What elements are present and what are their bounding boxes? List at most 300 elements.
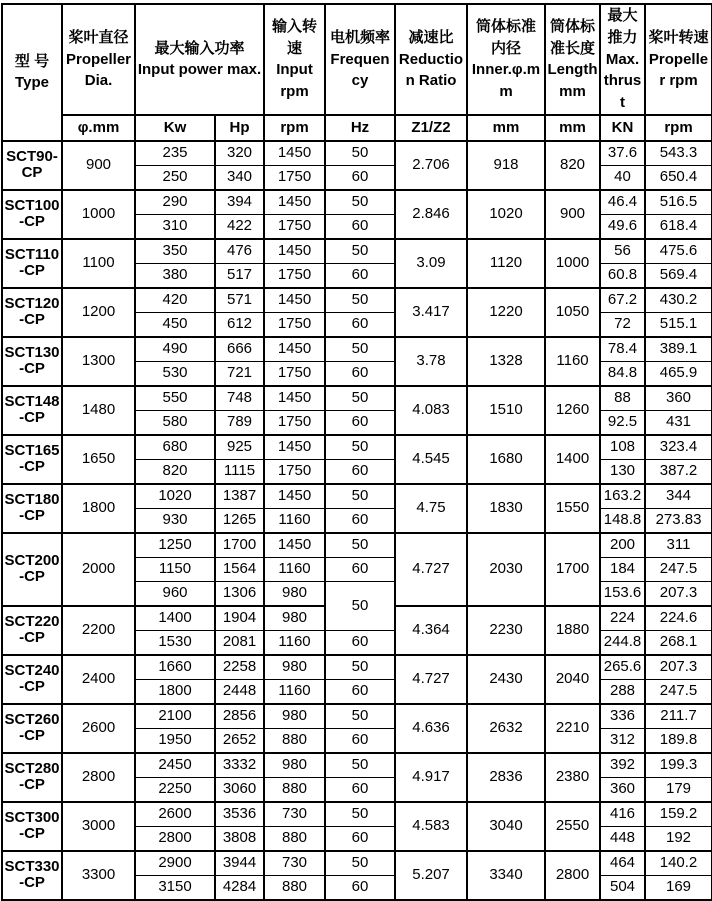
model-name: SCT240-CP (2, 655, 62, 704)
thrust-value: 336 (600, 704, 645, 729)
reduction-ratio-value: 4.083 (395, 386, 467, 435)
spec-row (2, 533, 712, 558)
reduction-ratio-value: 3.78 (395, 337, 467, 386)
model-name: SCT330-CP (2, 851, 62, 900)
hp-value: 789 (215, 410, 264, 435)
col-header-length-zh: 筒体标准长度 (550, 17, 596, 57)
thrust-value: 148.8 (600, 508, 645, 533)
col-header-inner (467, 4, 545, 115)
propeller-rpm-value: 389.1 (645, 337, 712, 362)
kw-value: 930 (135, 508, 215, 533)
kw-value: 2600 (135, 802, 215, 827)
hp-value: 3944 (215, 851, 264, 876)
inner-dia-value: 1680 (467, 435, 545, 484)
input-rpm-value: 1450 (264, 337, 325, 362)
length-value: 2380 (545, 753, 600, 802)
thrust-value: 360 (600, 777, 645, 802)
model-name: SCT100-CP (2, 190, 62, 239)
kw-value: 2100 (135, 704, 215, 729)
propeller-rpm-value: 247.5 (645, 679, 712, 704)
thrust-value: 163.2 (600, 484, 645, 509)
propeller-rpm-value: 323.4 (645, 435, 712, 460)
model-name: SCT110-CP (2, 239, 62, 288)
kw-value: 235 (135, 141, 215, 166)
inner-dia-value: 3340 (467, 851, 545, 900)
unit-inner: mm (467, 115, 545, 141)
propeller-dia-value: 1650 (62, 435, 135, 484)
frequency-value: 60 (325, 263, 395, 288)
model-name: SCT165-CP (2, 435, 62, 484)
col-header-dia-zh: 桨叶直径 (68, 28, 129, 46)
length-value: 2550 (545, 802, 600, 851)
reduction-ratio-value: 4.917 (395, 753, 467, 802)
input-rpm-value: 1750 (264, 263, 325, 288)
propeller-rpm-value: 207.3 (645, 655, 712, 680)
propeller-rpm-value: 650.4 (645, 165, 712, 190)
spec-row (2, 239, 712, 264)
inner-dia-value: 1510 (467, 386, 545, 435)
input-rpm-value: 1450 (264, 435, 325, 460)
frequency-value: 60 (325, 728, 395, 753)
propeller-dia-value: 2000 (62, 533, 135, 606)
kw-value: 420 (135, 288, 215, 313)
col-header-inner-en: Inner.φ.mm (471, 61, 541, 101)
propeller-dia-value: 1480 (62, 386, 135, 435)
model-name: SCT148-CP (2, 386, 62, 435)
hp-value: 2081 (215, 630, 264, 655)
input-rpm-value: 1450 (264, 190, 325, 215)
frequency-value: 60 (325, 361, 395, 386)
input-rpm-value: 1450 (264, 533, 325, 558)
propeller-rpm-value: 211.7 (645, 704, 712, 729)
thrust-value: 60.8 (600, 263, 645, 288)
col-header-ratio-en: Reduction Ratio (398, 50, 464, 90)
inner-dia-value: 2836 (467, 753, 545, 802)
kw-value: 820 (135, 459, 215, 484)
length-value: 1880 (545, 606, 600, 655)
hp-value: 3332 (215, 753, 264, 778)
unit-kw: Kw (135, 115, 215, 141)
unit-length: mm (545, 115, 600, 141)
col-header-type-en: Type (15, 74, 49, 92)
kw-value: 1400 (135, 606, 215, 631)
frequency-value: 50 (325, 141, 395, 166)
thrust-value: 37.6 (600, 141, 645, 166)
hp-value: 571 (215, 288, 264, 313)
thrust-value: 392 (600, 753, 645, 778)
length-value: 1700 (545, 533, 600, 606)
reduction-ratio-value: 4.583 (395, 802, 467, 851)
input-rpm-value: 1160 (264, 508, 325, 533)
propeller-rpm-value: 207.3 (645, 581, 712, 606)
reduction-ratio-value: 4.727 (395, 655, 467, 704)
col-header-prop-rpm (645, 4, 712, 115)
frequency-value: 50 (325, 239, 395, 264)
propeller-rpm-value: 273.83 (645, 508, 712, 533)
model-name: SCT300-CP (2, 802, 62, 851)
propeller-dia-value: 1300 (62, 337, 135, 386)
kw-value: 2800 (135, 826, 215, 851)
thrust-value: 84.8 (600, 361, 645, 386)
spec-row (2, 435, 712, 460)
table-header (2, 4, 712, 141)
input-rpm-value: 1750 (264, 312, 325, 337)
input-rpm-value: 980 (264, 704, 325, 729)
length-value: 1160 (545, 337, 600, 386)
col-header-power-en: Input power max. (137, 61, 262, 79)
length-value: 2040 (545, 655, 600, 704)
input-rpm-value: 1160 (264, 679, 325, 704)
propeller-rpm-value: 618.4 (645, 214, 712, 239)
propeller-rpm-value: 140.2 (645, 851, 712, 876)
col-header-length (545, 4, 600, 115)
inner-dia-value: 2632 (467, 704, 545, 753)
propeller-rpm-value: 247.5 (645, 557, 712, 581)
thrust-value: 88 (600, 386, 645, 411)
thrust-value: 108 (600, 435, 645, 460)
propeller-rpm-value: 159.2 (645, 802, 712, 827)
inner-dia-value: 1020 (467, 190, 545, 239)
col-header-frequency-zh: 电机频率 (330, 28, 391, 46)
frequency-value: 50 (325, 704, 395, 729)
input-rpm-value: 980 (264, 655, 325, 680)
thrust-value: 56 (600, 239, 645, 264)
thrust-value: 130 (600, 459, 645, 484)
frequency-value: 60 (325, 777, 395, 802)
frequency-value: 50 (325, 802, 395, 827)
thrust-value: 416 (600, 802, 645, 827)
length-value: 2800 (545, 851, 600, 900)
hp-value: 517 (215, 263, 264, 288)
spec-row (2, 655, 712, 680)
input-rpm-value: 1160 (264, 630, 325, 655)
kw-value: 2900 (135, 851, 215, 876)
input-rpm-value: 880 (264, 777, 325, 802)
frequency-value: 60 (325, 508, 395, 533)
hp-value: 422 (215, 214, 264, 239)
thrust-value: 265.6 (600, 655, 645, 680)
thrust-value: 448 (600, 826, 645, 851)
input-rpm-value: 1750 (264, 459, 325, 484)
frequency-value: 60 (325, 214, 395, 239)
kw-value: 530 (135, 361, 215, 386)
thrust-value: 46.4 (600, 190, 645, 215)
hp-value: 476 (215, 239, 264, 264)
input-rpm-value: 1750 (264, 214, 325, 239)
input-rpm-value: 1450 (264, 239, 325, 264)
inner-dia-value: 1120 (467, 239, 545, 288)
kw-value: 580 (135, 410, 215, 435)
spec-row (2, 337, 712, 362)
thrust-value: 200 (600, 533, 645, 558)
unit-dia: φ.mm (62, 115, 135, 141)
model-name: SCT280-CP (2, 753, 62, 802)
thrust-value: 464 (600, 851, 645, 876)
hp-value: 612 (215, 312, 264, 337)
frequency-value: 50 (325, 533, 395, 558)
thrust-value: 92.5 (600, 410, 645, 435)
reduction-ratio-value: 2.846 (395, 190, 467, 239)
thrust-value: 504 (600, 875, 645, 900)
hp-value: 748 (215, 386, 264, 411)
thrust-value: 67.2 (600, 288, 645, 313)
kw-value: 2450 (135, 753, 215, 778)
length-value: 1000 (545, 239, 600, 288)
hp-value: 2258 (215, 655, 264, 680)
inner-dia-value: 1830 (467, 484, 545, 533)
unit-input-rpm: rpm (264, 115, 325, 141)
hp-value: 3060 (215, 777, 264, 802)
propeller-dia-value: 2800 (62, 753, 135, 802)
frequency-value: 60 (325, 679, 395, 704)
propeller-rpm-value: 465.9 (645, 361, 712, 386)
propeller-dia-value: 3000 (62, 802, 135, 851)
thrust-value: 78.4 (600, 337, 645, 362)
spec-row (2, 484, 712, 509)
model-name: SCT130-CP (2, 337, 62, 386)
hp-value: 1306 (215, 581, 264, 606)
col-header-thrust-zh: 最大推力 (607, 7, 638, 46)
propeller-rpm-value: 515.1 (645, 312, 712, 337)
propeller-rpm-value: 430.2 (645, 288, 712, 313)
inner-dia-value: 1220 (467, 288, 545, 337)
input-rpm-value: 1450 (264, 484, 325, 509)
length-value: 1400 (545, 435, 600, 484)
length-value: 1550 (545, 484, 600, 533)
propeller-rpm-value: 192 (645, 826, 712, 851)
length-value: 2210 (545, 704, 600, 753)
hp-value: 925 (215, 435, 264, 460)
col-header-dia (62, 4, 135, 115)
col-header-input-rpm-zh: 输入转速 (272, 17, 318, 57)
propeller-dia-value: 2600 (62, 704, 135, 753)
reduction-ratio-value: 2.706 (395, 141, 467, 190)
col-header-frequency-en: Frequency (330, 50, 390, 90)
reduction-ratio-value: 4.75 (395, 484, 467, 533)
propeller-dia-value: 1800 (62, 484, 135, 533)
inner-dia-value: 2430 (467, 655, 545, 704)
col-header-inner-zh: 筒体标准内径 (476, 17, 537, 57)
reduction-ratio-value: 4.545 (395, 435, 467, 484)
model-name: SCT200-CP (2, 533, 62, 606)
frequency-value: 50 (325, 337, 395, 362)
hp-value: 666 (215, 337, 264, 362)
spec-table (1, 3, 712, 901)
kw-value: 310 (135, 214, 215, 239)
kw-value: 1800 (135, 679, 215, 704)
kw-value: 1250 (135, 533, 215, 558)
frequency-value: 50 (325, 386, 395, 411)
col-header-type-zh: 型 号 (14, 52, 50, 70)
unit-thrust: KN (600, 115, 645, 141)
hp-value: 1904 (215, 606, 264, 631)
propeller-dia-value: 2200 (62, 606, 135, 655)
propeller-rpm-value: 569.4 (645, 263, 712, 288)
kw-value: 1150 (135, 557, 215, 581)
inner-dia-value: 918 (467, 141, 545, 190)
reduction-ratio-value: 4.364 (395, 606, 467, 655)
kw-value: 490 (135, 337, 215, 362)
kw-value: 680 (135, 435, 215, 460)
hp-value: 3536 (215, 802, 264, 827)
thrust-value: 72 (600, 312, 645, 337)
spec-row (2, 802, 712, 827)
frequency-value: 50 (325, 435, 395, 460)
frequency-value: 50 (325, 753, 395, 778)
col-header-type (2, 4, 62, 141)
unit-ratio: Z1/Z2 (395, 115, 467, 141)
model-name: SCT180-CP (2, 484, 62, 533)
hp-value: 1387 (215, 484, 264, 509)
frequency-value: 50 (325, 581, 395, 630)
length-value: 820 (545, 141, 600, 190)
input-rpm-value: 880 (264, 826, 325, 851)
frequency-value: 60 (325, 459, 395, 484)
propeller-dia-value: 3300 (62, 851, 135, 900)
propeller-dia-value: 1200 (62, 288, 135, 337)
reduction-ratio-value: 4.636 (395, 704, 467, 753)
frequency-value: 50 (325, 484, 395, 509)
frequency-value: 50 (325, 655, 395, 680)
col-header-prop-rpm-zh: 桨叶转速 (648, 28, 709, 46)
hp-value: 340 (215, 165, 264, 190)
input-rpm-value: 880 (264, 728, 325, 753)
kw-value: 1020 (135, 484, 215, 509)
input-rpm-value: 980 (264, 581, 325, 606)
col-header-input-rpm-en: Input rpm (276, 61, 313, 101)
inner-dia-value: 3040 (467, 802, 545, 851)
propeller-rpm-value: 311 (645, 533, 712, 558)
propeller-rpm-value: 224.6 (645, 606, 712, 631)
reduction-ratio-value: 3.09 (395, 239, 467, 288)
propeller-dia-value: 2400 (62, 655, 135, 704)
hp-value: 1265 (215, 508, 264, 533)
hp-value: 1115 (215, 459, 264, 484)
kw-value: 1950 (135, 728, 215, 753)
propeller-rpm-value: 360 (645, 386, 712, 411)
kw-value: 1660 (135, 655, 215, 680)
hp-value: 1700 (215, 533, 264, 558)
spec-row (2, 386, 712, 411)
propeller-rpm-value: 543.3 (645, 141, 712, 166)
kw-value: 1530 (135, 630, 215, 655)
input-rpm-value: 1160 (264, 557, 325, 581)
reduction-ratio-value: 5.207 (395, 851, 467, 900)
input-rpm-value: 1750 (264, 410, 325, 435)
propeller-rpm-value: 516.5 (645, 190, 712, 215)
kw-value: 3150 (135, 875, 215, 900)
frequency-value: 60 (325, 557, 395, 581)
frequency-value: 50 (325, 288, 395, 313)
propeller-rpm-value: 169 (645, 875, 712, 900)
thrust-value: 288 (600, 679, 645, 704)
model-name: SCT120-CP (2, 288, 62, 337)
hp-value: 2652 (215, 728, 264, 753)
spec-row (2, 190, 712, 215)
unit-row (2, 115, 712, 141)
inner-dia-value: 2230 (467, 606, 545, 655)
col-header-frequency (325, 4, 395, 115)
frequency-value: 60 (325, 165, 395, 190)
thrust-value: 224 (600, 606, 645, 631)
length-value: 1260 (545, 386, 600, 435)
hp-value: 1564 (215, 557, 264, 581)
propeller-rpm-value: 344 (645, 484, 712, 509)
col-header-prop-rpm-en: Propeller rpm (648, 50, 709, 90)
frequency-value: 50 (325, 851, 395, 876)
input-rpm-value: 1450 (264, 141, 325, 166)
propeller-rpm-value: 199.3 (645, 753, 712, 778)
frequency-value: 60 (325, 410, 395, 435)
kw-value: 2250 (135, 777, 215, 802)
col-header-power (135, 4, 264, 115)
hp-value: 394 (215, 190, 264, 215)
propeller-rpm-value: 268.1 (645, 630, 712, 655)
inner-dia-value: 1328 (467, 337, 545, 386)
thrust-value: 312 (600, 728, 645, 753)
input-rpm-value: 730 (264, 802, 325, 827)
input-rpm-value: 980 (264, 753, 325, 778)
input-rpm-value: 980 (264, 606, 325, 631)
kw-value: 380 (135, 263, 215, 288)
header-row (2, 4, 712, 115)
spec-row (2, 288, 712, 313)
input-rpm-value: 880 (264, 875, 325, 900)
unit-prop-rpm: rpm (645, 115, 712, 141)
input-rpm-value: 1750 (264, 165, 325, 190)
length-value: 1050 (545, 288, 600, 337)
thrust-value: 40 (600, 165, 645, 190)
kw-value: 350 (135, 239, 215, 264)
propeller-rpm-value: 431 (645, 410, 712, 435)
reduction-ratio-value: 4.727 (395, 533, 467, 606)
kw-value: 550 (135, 386, 215, 411)
col-header-thrust-en: Max. thrust (603, 50, 642, 111)
frequency-value: 60 (325, 312, 395, 337)
frequency-value: 60 (325, 875, 395, 900)
input-rpm-value: 1450 (264, 288, 325, 313)
spec-row (2, 141, 712, 166)
hp-value: 320 (215, 141, 264, 166)
col-header-length-en: Length mm (547, 61, 598, 101)
reduction-ratio-value: 3.417 (395, 288, 467, 337)
hp-value: 2856 (215, 704, 264, 729)
unit-hz: Hz (325, 115, 395, 141)
col-header-dia-en: Propeller Dia. (65, 50, 132, 90)
kw-value: 960 (135, 581, 215, 606)
hp-value: 721 (215, 361, 264, 386)
inner-dia-value: 2030 (467, 533, 545, 606)
hp-value: 2448 (215, 679, 264, 704)
propeller-rpm-value: 179 (645, 777, 712, 802)
thrust-value: 244.8 (600, 630, 645, 655)
hp-value: 3808 (215, 826, 264, 851)
col-header-ratio-zh: 减速比 (408, 28, 454, 46)
col-header-input-rpm (264, 4, 325, 115)
propeller-rpm-value: 475.6 (645, 239, 712, 264)
propeller-rpm-value: 387.2 (645, 459, 712, 484)
kw-value: 290 (135, 190, 215, 215)
thrust-value: 153.6 (600, 581, 645, 606)
col-header-thrust (600, 4, 645, 115)
kw-value: 450 (135, 312, 215, 337)
table-body (2, 141, 712, 900)
input-rpm-value: 1750 (264, 361, 325, 386)
kw-value: 250 (135, 165, 215, 190)
thrust-value: 184 (600, 557, 645, 581)
col-header-ratio (395, 4, 467, 115)
propeller-rpm-value: 189.8 (645, 728, 712, 753)
